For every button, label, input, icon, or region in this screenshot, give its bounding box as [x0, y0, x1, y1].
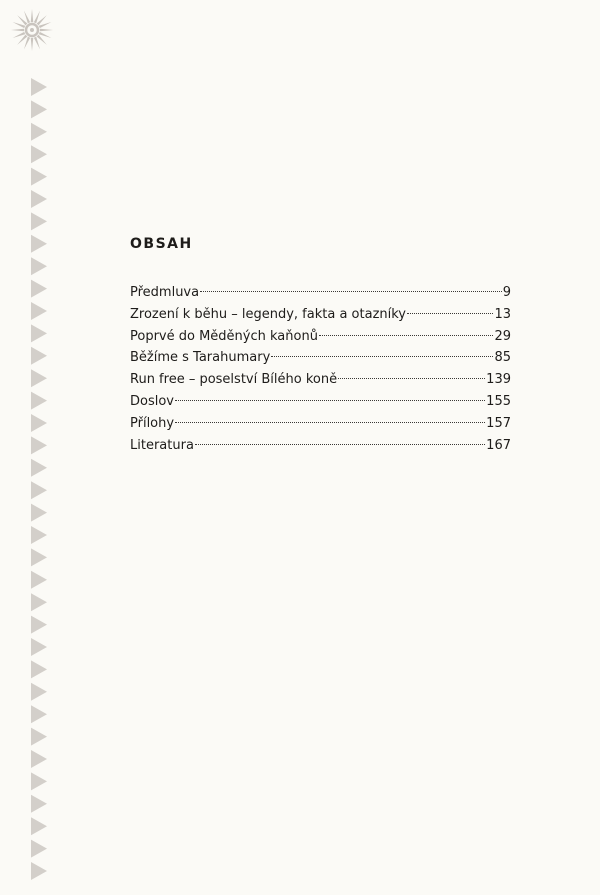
toc-entry-label: Předmluva — [130, 285, 200, 300]
toc-title: OBSAH — [130, 236, 193, 252]
toc-entry — [130, 369, 511, 391]
toc-entry — [130, 304, 511, 326]
toc-entry-label: Poprvé do Měděných kaňonů — [130, 328, 318, 344]
toc-entry-page: 9 — [502, 285, 511, 300]
leader-dots — [319, 334, 494, 336]
leader-dots — [271, 355, 493, 357]
toc-entry-label: Přílohy — [130, 415, 175, 431]
triangle-border-pattern — [28, 78, 50, 888]
leader-dots — [200, 290, 502, 292]
toc-entry-page: 29 — [494, 328, 511, 344]
table-of-contents — [130, 282, 511, 456]
toc-entry-label: Doslov — [130, 393, 174, 409]
toc-entry-page: 13 — [494, 306, 511, 322]
toc-entry-page: 157 — [486, 415, 511, 431]
toc-entry-label: Run free – poselství Bílého koně — [130, 372, 338, 388]
toc-entry — [130, 347, 511, 369]
toc-entry-label: Běžíme s Tarahumary — [130, 350, 271, 366]
leader-dots — [175, 399, 485, 401]
leader-dots — [175, 421, 485, 423]
toc-entry — [130, 282, 511, 304]
leader-dots — [407, 312, 493, 314]
toc-entry — [130, 435, 511, 457]
sunburst-flower-icon — [10, 8, 54, 52]
toc-entry — [130, 326, 511, 348]
toc-entry-page: 85 — [494, 350, 511, 366]
toc-entry — [130, 391, 511, 413]
toc-entry-page: 139 — [486, 372, 511, 388]
leader-dots — [338, 377, 485, 379]
toc-entry-label: Literatura — [130, 437, 194, 453]
toc-entry — [130, 413, 511, 435]
leader-dots — [195, 443, 485, 445]
toc-entry-page: 167 — [486, 437, 511, 453]
toc-entry-label: Zrození k běhu – legendy, fakta a otazníky — [130, 306, 407, 322]
toc-entry-page: 155 — [486, 393, 511, 409]
